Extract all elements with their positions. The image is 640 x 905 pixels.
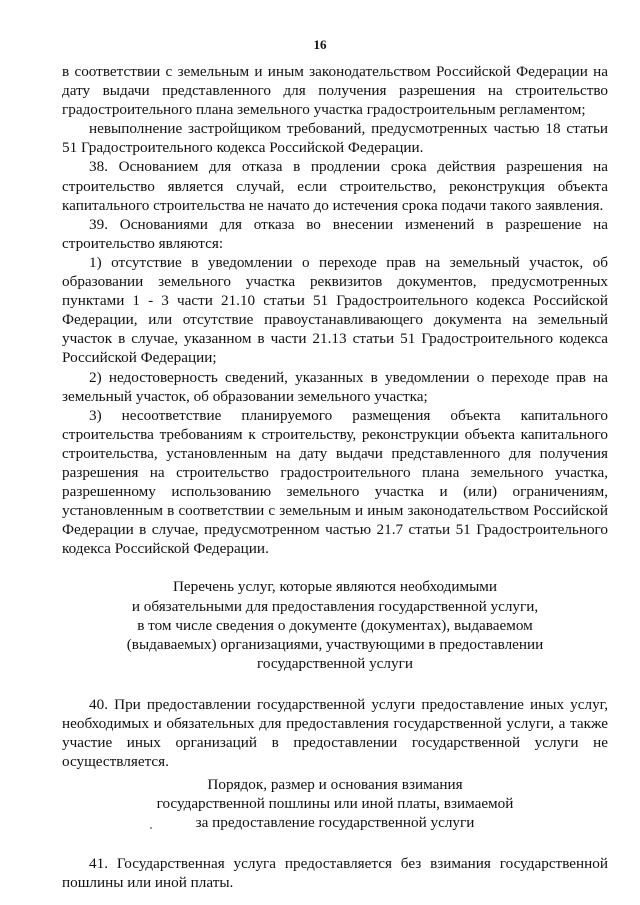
paragraph-noncompliance: невыполнение застройщиком требований, предусмотренных частью 18 статьи 51 Градостроительного кодекса Российской Федерации. xyxy=(62,120,608,157)
spacer xyxy=(62,673,608,695)
heading-line: Порядок, размер и основания взимания xyxy=(207,776,463,794)
paragraph-40: 40. При предоставлении государственной услуги предоставление иных услуг, необходимых и обязательных для предоставления государственной услуги, а также участие иных организаций в предоставлении государственной услуги не осуществляется. xyxy=(62,695,608,771)
paragraph-39-item-1: 1) отсутствие в уведомлении о переходе прав на земельный участок, об образовании земельного участка реквизитов документов, предусмотренных пунктами 1 - 3 части 21.10 статьи 51 Градостроительного кодекса Российской Федерации, или отсутствие правоустанавливающего документа на земельный участок в случае, указанном в части 21.13 статьи 51 Градостроительного кодекса Российской Федерации; xyxy=(62,253,608,367)
paragraph-39: 39. Основаниями для отказа во внесении изменений в разрешение на строительство являются: xyxy=(62,215,608,252)
document-body xyxy=(62,62,608,892)
heading-line: государственной пошлины или иной платы, взимаемой xyxy=(156,795,514,813)
paragraph-39-item-3: 3) несоответствие планируемого размещения объекта капитального строительства требованиям к строительству, реконструкции объекта капитального строительства, установленным на дату выдачи представленного для получения разрешения на строительство градостроительного плана земельного участка, разрешенному использованию земельного участка и (или) ограничениям, установленным в соответствии с земельным и иным законодательством Российской Федерации в случае, предусмотренном частью 21.7 статьи 51 Градостроительного кодекса Российской Федерации. xyxy=(62,406,608,558)
spacer xyxy=(62,558,608,577)
paragraph-continuation: в соответствии с земельным и иным законодательством Российской Федерации на дату выдачи представленного для получения разрешения на строительство градостроительного плана земельного участка градостроительным регламентом; xyxy=(62,63,608,119)
scan-speck xyxy=(150,827,152,829)
page-number: 16 xyxy=(313,37,327,52)
heading-line: Перечень услуг, которые являются необходимыми xyxy=(172,578,498,596)
paragraph-38: 38. Основанием для отказа в продлении срока действия разрешения на строительство является случай, если строительство, реконструкция объекта капитального строительства не начато до истечения срока подачи такого заявления. xyxy=(62,158,608,214)
paragraph-41: 41. Государственная услуга предоставляется без взимания государственной пошлины или иной платы. xyxy=(62,854,608,891)
spacer xyxy=(62,833,608,854)
section-heading-fee xyxy=(62,775,608,832)
paragraph-39-item-2: 2) недостоверность сведений, указанных в уведомлении о переходе прав на земельный участок, об образовании земельного участка; xyxy=(62,368,608,405)
section-heading-services xyxy=(62,577,608,672)
heading-line: государственной услуги xyxy=(257,654,413,672)
heading-line: (выдаваемых) организациями, участвующими в предоставлении xyxy=(126,635,544,653)
heading-line: и обязательными для предоставления государственной услуги, xyxy=(131,597,539,615)
heading-line: за предоставление государственной услуги xyxy=(195,814,475,832)
heading-line: в том числе сведения о документе (документах), выдаваемом xyxy=(137,616,533,634)
